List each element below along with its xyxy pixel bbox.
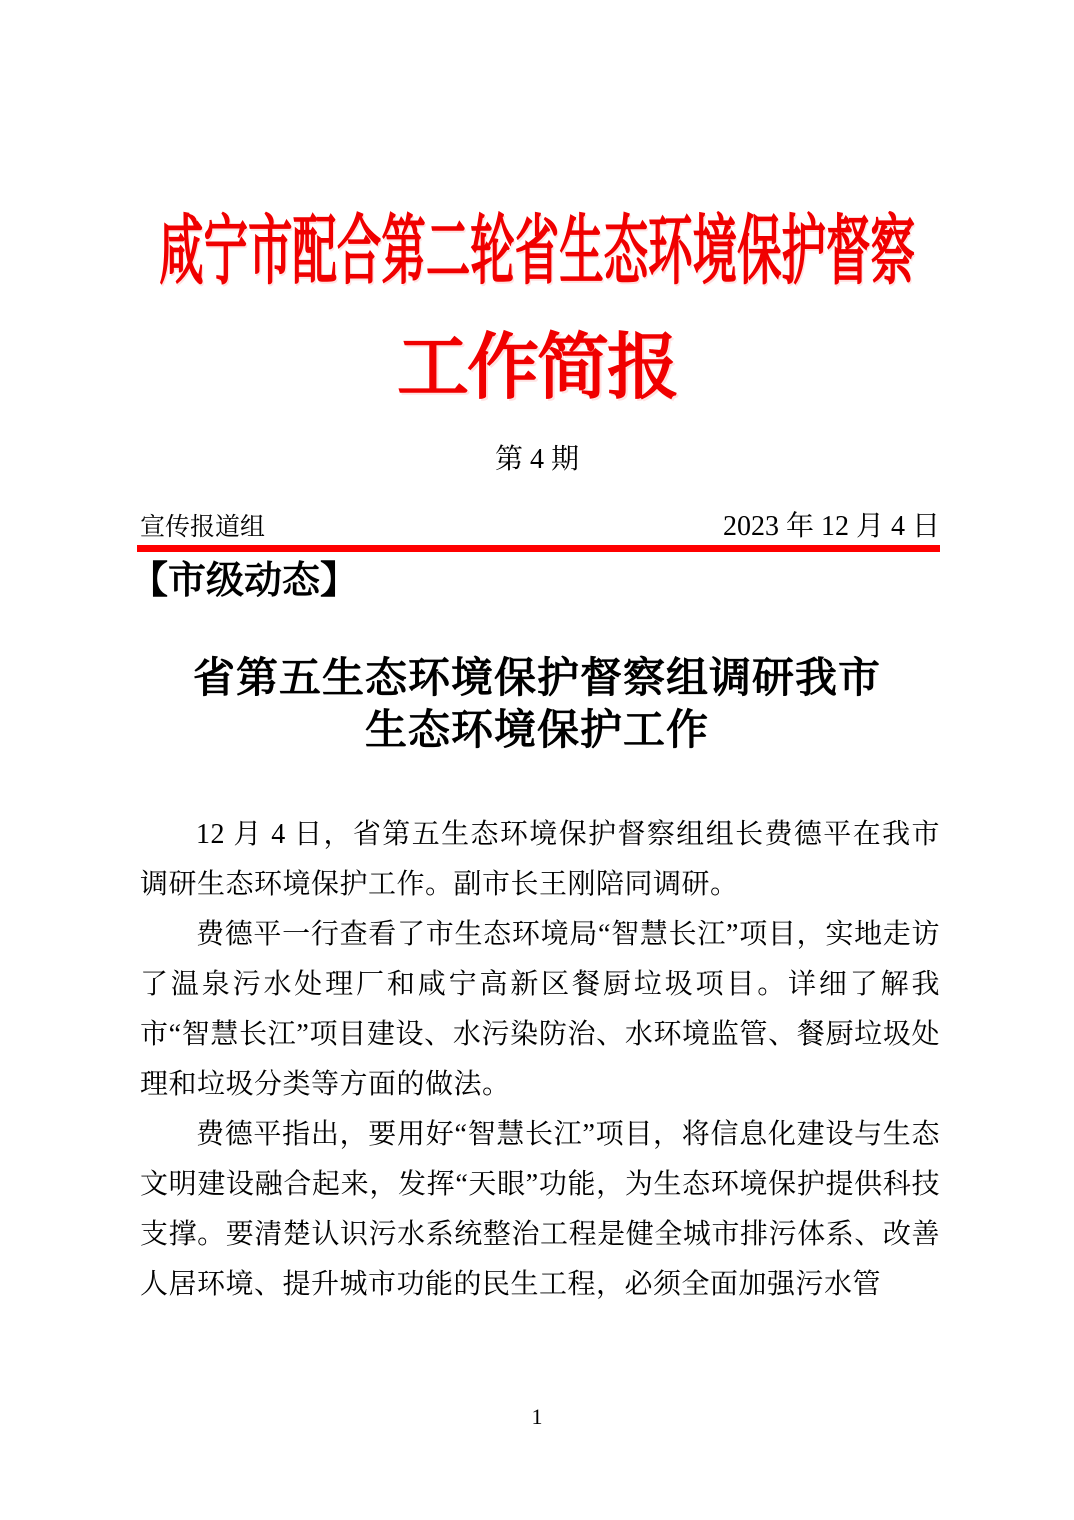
issuing-group-label: 宣传报道组 xyxy=(140,514,266,541)
page-number: 1 xyxy=(531,1404,543,1429)
masthead xyxy=(0,210,1074,477)
section-header-city-updates: 【市级动态】 xyxy=(130,560,359,602)
masthead-title-row xyxy=(0,210,1074,294)
meta-row xyxy=(140,510,940,545)
masthead-title-line2: 工作简报 xyxy=(396,328,677,408)
article-paragraph: 费德平一行查看了市生态环境局“智慧长江”项目，实地走访了温泉污水处理厂和咸宁高新区餐厨垃圾项目。详细了解我市“智慧长江”项目建设、水污染防治、水环境监管、餐厨垃圾处理和垃圾分类等方面的做法。 xyxy=(140,919,940,1100)
article-paragraph: 12 月 4 日，省第五生态环境保护督察组组长费德平在我市调研生态环境保护工作。副市长王刚陪同调研。 xyxy=(140,819,940,900)
article-body xyxy=(140,810,940,1310)
article-title xyxy=(120,653,954,757)
article-paragraph: 费德平指出，要用好“智慧长江”项目，将信息化建设与生态文明建设融合起来，发挥“天眼”功能，为生态环境保护提供科技支撑。要清楚认识污水系统整治工程是健全城市排污体系、改善人居环境、提升城市功能的民生工程，必须全面加强污水管 xyxy=(140,1119,940,1300)
red-divider-rule xyxy=(137,545,940,552)
issue-number: 第 4 期 xyxy=(494,444,579,475)
article-title-line1: 省第五生态环境保护督察组调研我市 xyxy=(192,656,881,702)
issue-date: 2023 年 12 月 4 日 xyxy=(722,511,940,542)
article-title-line2: 生态环境保护工作 xyxy=(364,708,709,754)
masthead-title-line1: 咸宁市配合第二轮省生态环境保护督察 xyxy=(159,210,915,294)
